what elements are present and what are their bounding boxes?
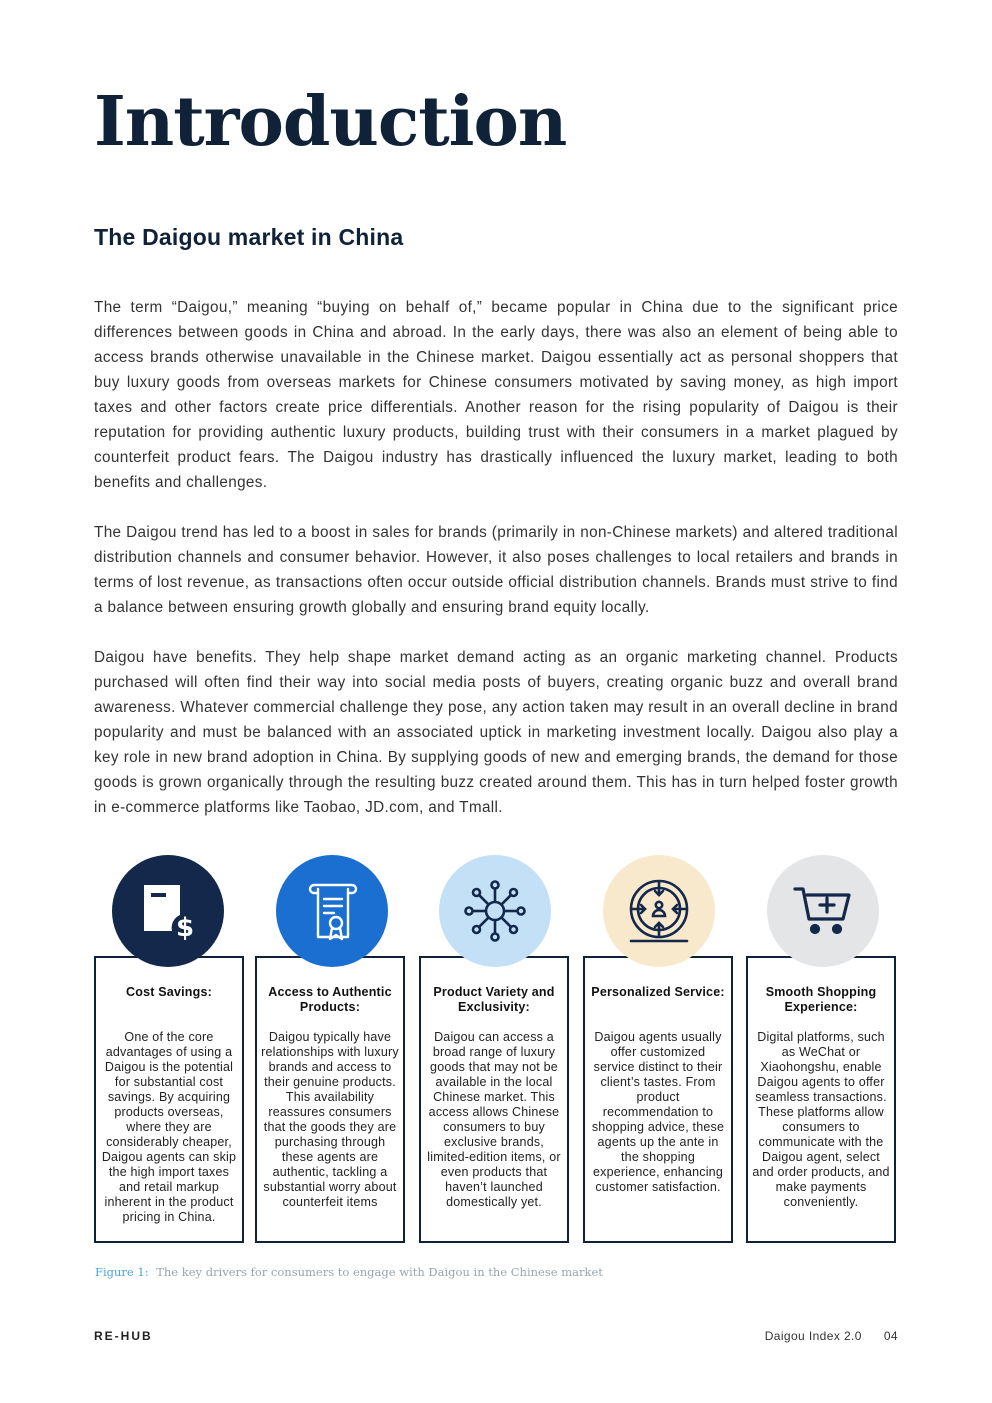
certificate-icon [276, 855, 388, 967]
section-heading: The Daigou market in China [94, 224, 404, 250]
driver-title: Cost Savings: [126, 985, 212, 999]
driver-title: Product Variety and Exclusivity: [433, 985, 555, 1014]
driver-text: Digital platforms, such as WeChat or Xiaohongshu, enable Daigou agents to offer seamless transactions. These platforms allow consumers to communicate with the Daigou agent, select and order products, and make payments conveniently. [752, 1030, 890, 1209]
paragraph-3: Daigou have benefits. They help shape market demand acting as an organic marketing channel. Products purchased will often find their way into social media posts of buyers, creating organic buzz and overall brand awareness. Whatever commercial challenge they pose, any action taken may result in an overall decline in brand popularity and must be balanced with an associated uptick in marketing investment locally. Daigou also play a key role in new brand adoption in China. By supplying goods of new and emerging brands, the demand for those goods is grown organically through the resulting buzz created around them. This has in turn helped foster growth in e-commerce platforms like Taobao, JD.com, and Tmall. [94, 649, 898, 816]
footer-info [765, 1329, 898, 1343]
figure-caption-text: The key drivers for consumers to engage with Daigou in the Chinese market [156, 1265, 603, 1279]
driver-title: Access to Authentic Products: [268, 985, 392, 1014]
svg-text:$: $ [175, 913, 195, 941]
person-target-icon [603, 855, 715, 967]
driver-text: Daigou can access a broad range of luxury goods that may not be available in the local Chinese market. This access allows Chinese consumers to buy exclusive brands, limited-edition items, or even products that haven’t launched domestically yet. [427, 1030, 561, 1209]
footer-doc-title: Daigou Index 2.0 [764, 1329, 862, 1343]
figure-label: Figure 1: [95, 1265, 149, 1279]
driver-card-product-variety [419, 956, 569, 1243]
paragraph-1: The term “Daigou,” meaning “buying on behalf of,” became popular in China due to the significant price differences between goods in China and abroad. In the early days, there was also an element of being able to access brands otherwise unavailable in the Chinese market. Daigou essentially act as personal shoppers that buy luxury goods from overseas markets for Chinese consumers motivated by saving money, as high import taxes and other factors create price differentials. Another reason for the rising popularity of Daigou is their reputation for providing authentic luxury products, building trust with their consumers in a market plagued by counterfeit product fears. The Daigou industry has drastically influenced the luxury market, leading to both benefits and challenges. [94, 299, 898, 491]
shopping-cart-icon [767, 855, 879, 967]
driver-title: Personalized Service: [591, 985, 725, 999]
footer-brand: RE-HUB [94, 1329, 153, 1343]
driver-card-authentic-products [255, 956, 405, 1243]
driver-card-smooth-shopping [746, 956, 896, 1243]
paragraph-2: The Daigou trend has led to a boost in sales for brands (primarily in non-Chinese markets) and altered traditional distribution channels and consumer behavior. However, it also poses challenges to local retailers and brands in terms of lost revenue, as transactions often occur outside official distribution channels. Brands must strive to find a balance between ensuring growth globally and ensuring brand equity locally. [94, 524, 898, 616]
page-title: Introduction [94, 82, 567, 162]
page-number: 04 [883, 1329, 898, 1343]
driver-text: Daigou typically have relationships with luxury brands and access to their genuine products. This availability reassures consumers that the goods they are purchasing through these agents are authentic, tackling a substantial worry about counterfeit items [261, 1030, 399, 1209]
driver-title: Smooth Shopping Experience: [765, 985, 877, 1014]
driver-card-personalized-service [583, 956, 733, 1243]
dollar-box-icon [112, 855, 224, 967]
network-icon [439, 855, 551, 967]
driver-text: One of the core advantages of using a Daigou is the potential for substantial cost savings. By acquiring products overseas, where they are considerably cheaper, Daigou agents can skip the high import taxes and retail markup inherent in the product pricing in China. [101, 1030, 237, 1224]
driver-card-cost-savings [94, 956, 244, 1243]
driver-text: Daigou agents usually offer customized service distinct to their client’s tastes. From product recommendation to shopping advice, these agents up the ante in the shopping experience, enhancing customer satisfaction. [591, 1030, 725, 1194]
figure-caption [95, 1265, 603, 1279]
